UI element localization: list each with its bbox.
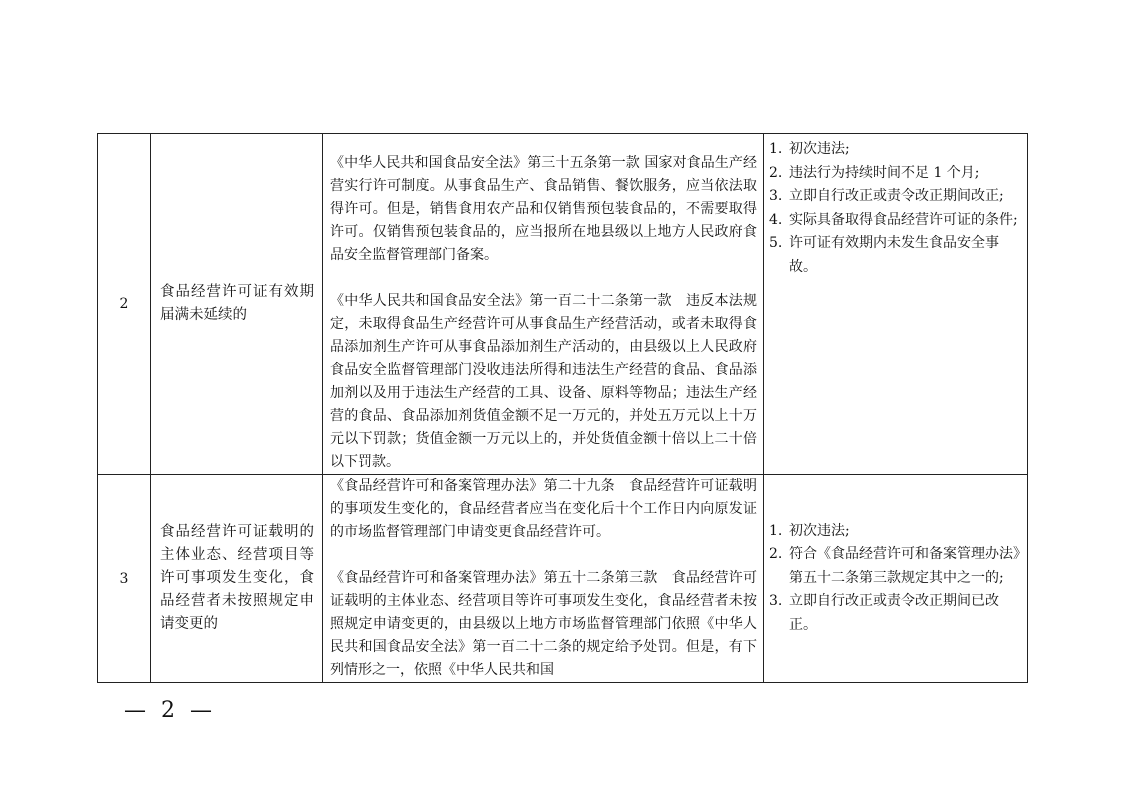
list-item-text: 立即自行改正或责令改正期间已改正。 (789, 593, 999, 633)
list-item (769, 543, 1021, 590)
list-item (769, 232, 1021, 279)
list-item-number: 4. (769, 211, 783, 228)
law-paragraph: 《食品经营许可和备案管理办法》第二十九条 食品经营许可证载明的事项发生变化的，食品经营者应当在变化后十个工作日内向原发证的市场监督管理部门申请变更食品经营许可。 (330, 478, 757, 540)
row-number: 2 (98, 134, 151, 475)
law-paragraph: 《中华人民共和国食品安全法》第三十五条第一款 国家对食品生产经营实行许可制度。从事食品生产、食品销售、餐饮服务，应当依法取得许可。但是，销售食用农产品和仅销售预包装食品的，不需要取得许可。仅销售预包装食品的，应当报所在地县级以上地方人民政府食品安全监督管理部门备案。 (330, 155, 757, 263)
list-item (769, 209, 1021, 233)
list-item-text: 实际具备取得食品经营许可证的条件; (789, 211, 1018, 228)
list-item-number: 2. (769, 164, 783, 181)
list-item-number: 3. (769, 188, 783, 204)
law-paragraph: 《中华人民共和国食品安全法》第一百二十二条第一款 违反本法规定，未取得食品生产经营许可从事食品生产经营活动，或者未取得食品添加剂生产许可从事食品添加剂生产活动的，由县级以上人民政府食品安全监督管理部门没收违法所得和违法生产经营的食品、食品添加剂以及用于违法生产经营的工具、设备、原料等物品；违法生产经营的食品、食品添加剂货值金额不足一万元的，并处五万元以上十万元以下罚款；货值金额一万元以上的，并处货值金额十倍以上二十倍以下罚款。 (330, 293, 757, 470)
list-item (769, 138, 1021, 162)
list-item-number: 3. (769, 593, 783, 610)
table-row (98, 475, 1028, 683)
law-paragraph: 《食品经营许可和备案管理办法》第五十二条第三款 食品经营许可证载明的主体业态、经营项目等许可事项发生变化，食品经营者未按照规定申请变更的，由县级以上地方市场监督管理部门依照《中华人民共和国食品安全法》第一百二十二条的规定给予处罚。但是，有下列情形之一，依照《中华人民共和国 (330, 570, 757, 678)
row-number: 3 (98, 475, 151, 683)
list-item-number: 2. (769, 546, 783, 563)
list-item (769, 162, 1021, 186)
exemption-conditions (764, 475, 1028, 683)
list-item (769, 185, 1021, 209)
list-item-text: 许可证有效期内未发生食品安全事故。 (789, 235, 999, 275)
list-item (769, 590, 1021, 637)
list-item-number: 1. (769, 522, 783, 539)
exemption-conditions (764, 134, 1028, 475)
list-item-text: 立即自行改正或责令改正期间改正; (789, 188, 1004, 204)
list-item-text: 符合《食品经营许可和备案管理办法》第五十二条第三款规定其中之一的; (789, 546, 1020, 586)
violation-category: 食品经营许可证有效期届满未延续的 (151, 134, 323, 475)
legal-basis (323, 134, 764, 475)
regulation-table (97, 133, 1028, 683)
page-number: — 2 — (124, 698, 216, 723)
table-row (98, 134, 1028, 475)
violation-category: 食品经营许可证载明的主体业态、经营项目等许可事项发生变化，食品经营者未按照规定申请变更的 (151, 475, 323, 683)
list-item-number: 5. (769, 235, 783, 251)
list-item (769, 520, 1021, 544)
list-item-text: 初次违法; (789, 522, 850, 539)
list-item-number: 1. (769, 141, 783, 157)
legal-basis (323, 475, 764, 683)
list-item-text: 初次违法; (789, 141, 850, 157)
list-item-text: 违法行为持续时间不足 1 个月; (789, 164, 980, 181)
